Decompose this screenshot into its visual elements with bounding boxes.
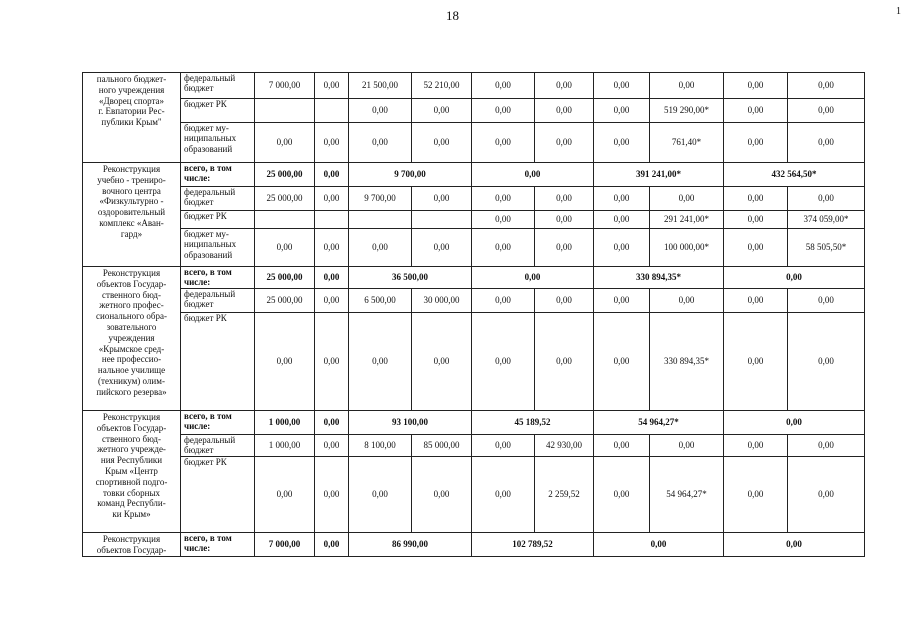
funding-source-line: бюджет РК [184,313,227,323]
amount-cell: 330 894,35* [650,313,724,411]
object-name-line: (техникум) олим- [98,375,165,386]
amount-cell: 0,00 [472,457,535,533]
object-name-line: зовательного [106,321,157,332]
amount-cell: 0,00 [788,289,865,313]
object-name-line: оздоровительный [97,207,166,218]
amount-cell: 0,00 [349,313,412,411]
amount-cell: 0,00 [412,313,472,411]
amount-cell: 36 500,00 [349,267,472,289]
funding-source-cell [181,99,255,123]
object-name-line: ственного бюд- [102,433,161,444]
amount-cell: 0,00 [724,457,788,533]
object-name-line: Реконструкция [102,534,161,544]
amount-cell: 0,00 [788,99,865,123]
object-name-line: пального бюджет- [96,74,167,84]
table-row [83,411,865,435]
amount-cell: 0,00 [650,435,724,457]
funding-source-line: образований [184,143,233,154]
table-row [83,211,865,229]
funding-source-cell [181,289,255,313]
amount-cell: 0,00 [315,411,349,435]
table-row [83,457,865,533]
amount-cell: 0,00 [724,73,788,99]
amount-cell: 21 500,00 [349,73,412,99]
table-row [83,533,865,557]
amount-cell: 0,00 [472,99,535,123]
amount-cell: 45 189,52 [472,411,594,435]
amount-cell: 0,00 [650,187,724,211]
amount-cell: 391 241,00* [594,163,724,187]
object-name-line: гард» [120,228,143,239]
funding-source-line: бюджет [184,83,214,94]
funding-source-line: образований [184,249,233,260]
funding-source-cell [181,533,255,557]
funding-source-cell [181,123,255,163]
table-row [83,229,865,267]
funding-source-line: бюджет [184,445,214,456]
amount-cell: 0,00 [535,73,594,99]
funding-source-line: бюджет му- [184,123,229,133]
amount-cell: 0,00 [788,435,865,457]
amount-cell: 0,00 [724,211,788,229]
amount-cell: 30 000,00 [412,289,472,313]
object-name-line: нее профессио- [101,354,162,365]
amount-cell: 85 000,00 [412,435,472,457]
amount-cell: 86 990,00 [349,533,472,557]
amount-cell: 9 700,00 [349,163,472,187]
amount-cell: 0,00 [594,187,650,211]
amount-cell: 0,00 [315,163,349,187]
amount-cell: 7 000,00 [255,533,315,557]
funding-source-cell [181,229,255,267]
page-number: 18 [446,8,459,23]
amount-cell: 0,00 [724,267,865,289]
amount-cell: 0,00 [255,313,315,411]
amount-cell: 0,00 [724,289,788,313]
amount-cell: 0,00 [315,533,349,557]
amount-cell: 0,00 [315,457,349,533]
object-name-line: Реконструкция [102,268,161,278]
amount-cell: 0,00 [315,123,349,163]
amount-cell: 0,00 [788,73,865,99]
table-row [83,435,865,457]
funding-source-line: бюджет РК [184,457,227,467]
amount-cell: 0,00 [724,99,788,123]
amount-cell [315,211,349,229]
object-name-line: товки сборных [102,487,161,498]
funding-source-cell [181,435,255,457]
amount-cell: 54 964,27* [594,411,724,435]
amount-cell: 0,00 [412,99,472,123]
object-name-line: учреждения [108,332,155,343]
amount-cell: 0,00 [788,187,865,211]
object-name-line: публики Крым" [101,117,162,128]
amount-cell: 93 100,00 [349,411,472,435]
amount-cell: 0,00 [349,229,412,267]
object-name-line: объектов Государ- [96,278,167,289]
amount-cell: 519 290,00* [650,99,724,123]
amount-cell: 0,00 [535,313,594,411]
object-name-cell [83,267,181,411]
object-name-line: жетного профес- [99,300,164,311]
funding-source-line: бюджет РК [184,211,227,221]
funding-source-line: всего, в том [184,533,232,543]
object-name-line: команд Республи- [97,498,166,509]
budget-table [82,72,865,557]
amount-cell: 9 700,00 [349,187,412,211]
object-name-cell [83,73,181,163]
amount-cell: 0,00 [724,435,788,457]
amount-cell: 0,00 [472,435,535,457]
table-row [83,187,865,211]
funding-source-line: числе: [184,277,211,288]
amount-cell: 0,00 [724,533,865,557]
amount-cell: 1 000,00 [255,435,315,457]
object-name-line: ного учреждения [98,84,165,95]
table-row [83,313,865,411]
funding-source-cell [181,163,255,187]
funding-source-cell [181,187,255,211]
amount-cell: 0,00 [594,123,650,163]
amount-cell: 0,00 [315,267,349,289]
table-row [83,163,865,187]
amount-cell: 42 930,00 [535,435,594,457]
funding-source-cell [181,457,255,533]
funding-source-line: ниципальных [184,133,237,144]
amount-cell: 0,00 [315,435,349,457]
object-name-line: объектов Государ- [96,422,167,433]
funding-source-line: бюджет [184,299,214,310]
table-row [83,73,865,99]
amount-cell: 25 000,00 [255,187,315,211]
table-row [83,289,865,313]
funding-source-line: ниципальных [184,239,237,250]
amount-cell: 52 210,00 [412,73,472,99]
amount-cell: 0,00 [724,187,788,211]
funding-source-cell [181,211,255,229]
amount-cell: 0,00 [315,187,349,211]
amount-cell: 432 564,50* [724,163,865,187]
amount-cell: 0,00 [788,123,865,163]
amount-cell: 2 259,52 [535,457,594,533]
object-name-line: вочного центра [102,185,161,196]
amount-cell: 7 000,00 [255,73,315,99]
funding-source-line: всего, в том [184,267,232,277]
amount-cell: 54 964,27* [650,457,724,533]
funding-source-line: федеральный [184,187,236,197]
amount-cell: 0,00 [255,229,315,267]
funding-source-line: бюджет му- [184,229,229,239]
amount-cell: 0,00 [594,99,650,123]
funding-source-cell [181,411,255,435]
funding-source-line: федеральный [184,289,236,299]
amount-cell: 0,00 [315,313,349,411]
funding-source-line: федеральный [184,435,236,445]
table-body [83,73,865,557]
funding-source-line: числе: [184,543,211,554]
amount-cell: 0,00 [255,123,315,163]
amount-cell: 0,00 [535,211,594,229]
amount-cell: 0,00 [349,457,412,533]
table-row [83,267,865,289]
table-row [83,99,865,123]
amount-cell: 0,00 [472,163,594,187]
amount-cell: 0,00 [315,73,349,99]
funding-source-line: всего, в том [184,411,232,421]
amount-cell: 0,00 [788,313,865,411]
object-name-line: пийского резерва» [96,386,167,397]
amount-cell: 0,00 [594,435,650,457]
amount-cell: 0,00 [472,123,535,163]
funding-source-cell [181,73,255,99]
amount-cell: 25 000,00 [255,267,315,289]
amount-cell [349,211,412,229]
amount-cell: 100 000,00* [650,229,724,267]
amount-cell: 0,00 [724,229,788,267]
amount-cell: 0,00 [255,457,315,533]
object-name-cell [83,533,181,557]
corner-mark: 1 [896,6,901,17]
amount-cell: 0,00 [412,187,472,211]
object-name-line: комплекс «Аван- [99,217,164,228]
object-name-line: жетного учрежде- [97,444,166,455]
amount-cell: 0,00 [412,457,472,533]
funding-source-line: числе: [184,421,211,432]
funding-source-line: всего, в том [184,163,232,173]
amount-cell: 0,00 [472,313,535,411]
amount-cell: 8 100,00 [349,435,412,457]
funding-source-line: бюджет [184,197,214,208]
amount-cell: 0,00 [472,73,535,99]
object-name-line: г. Евпатории Рес- [98,106,165,117]
amount-cell [255,211,315,229]
object-name-line: нальное училище [97,365,166,376]
amount-cell: 0,00 [412,123,472,163]
object-name-line: «Дворец спорта» [98,95,165,106]
object-name-line: Крым «Центр [105,465,158,476]
funding-source-cell [181,267,255,289]
object-name-cell [83,411,181,533]
amount-cell: 0,00 [594,313,650,411]
amount-cell: 0,00 [594,289,650,313]
amount-cell: 25 000,00 [255,289,315,313]
amount-cell: 0,00 [412,229,472,267]
amount-cell: 374 059,00* [788,211,865,229]
amount-cell: 330 894,35* [594,267,724,289]
amount-cell: 0,00 [535,229,594,267]
amount-cell: 761,40* [650,123,724,163]
amount-cell: 0,00 [724,123,788,163]
amount-cell: 0,00 [349,123,412,163]
amount-cell: 0,00 [650,289,724,313]
amount-cell: 0,00 [349,99,412,123]
amount-cell [412,211,472,229]
object-name-line: «Физкультурно - [99,196,164,207]
object-name-line: Реконструкция [102,412,161,422]
amount-cell: 0,00 [315,289,349,313]
amount-cell: 0,00 [535,123,594,163]
amount-cell: 0,00 [594,457,650,533]
funding-source-cell [181,313,255,411]
amount-cell: 0,00 [472,267,594,289]
amount-cell: 0,00 [535,187,594,211]
object-name-cell [83,163,181,267]
object-name-line: спортивной подго- [95,476,168,487]
amount-cell: 0,00 [594,211,650,229]
amount-cell: 0,00 [788,457,865,533]
amount-cell: 0,00 [724,411,865,435]
object-name-line: Реконструкция [102,164,161,174]
amount-cell: 0,00 [472,289,535,313]
amount-cell: 0,00 [594,73,650,99]
amount-cell: 102 789,52 [472,533,594,557]
amount-cell: 6 500,00 [349,289,412,313]
object-name-line: ки Крым» [112,509,151,520]
amount-cell: 0,00 [315,229,349,267]
amount-cell: 0,00 [535,289,594,313]
amount-cell [255,99,315,123]
object-name-line: ния Республики [100,455,163,466]
table-row [83,123,865,163]
object-name-line: сионального обра- [96,311,167,322]
amount-cell: 25 000,00 [255,163,315,187]
funding-source-line: числе: [184,173,211,184]
amount-cell: 58 505,50* [788,229,865,267]
funding-source-line: бюджет РК [184,99,227,109]
amount-cell: 0,00 [472,229,535,267]
object-name-line: «Крымское сред- [98,343,165,354]
funding-source-line: федеральный [184,73,236,83]
object-name-line: объектов Государ- [96,544,167,555]
amount-cell [315,99,349,123]
amount-cell: 291 241,00* [650,211,724,229]
amount-cell: 0,00 [594,533,724,557]
amount-cell: 1 000,00 [255,411,315,435]
amount-cell: 0,00 [650,73,724,99]
amount-cell: 0,00 [472,211,535,229]
object-name-line: учебно - трениро- [97,174,166,185]
amount-cell: 0,00 [594,229,650,267]
object-name-line: ственного бюд- [102,289,161,300]
amount-cell: 0,00 [472,187,535,211]
amount-cell: 0,00 [724,313,788,411]
amount-cell: 0,00 [535,99,594,123]
